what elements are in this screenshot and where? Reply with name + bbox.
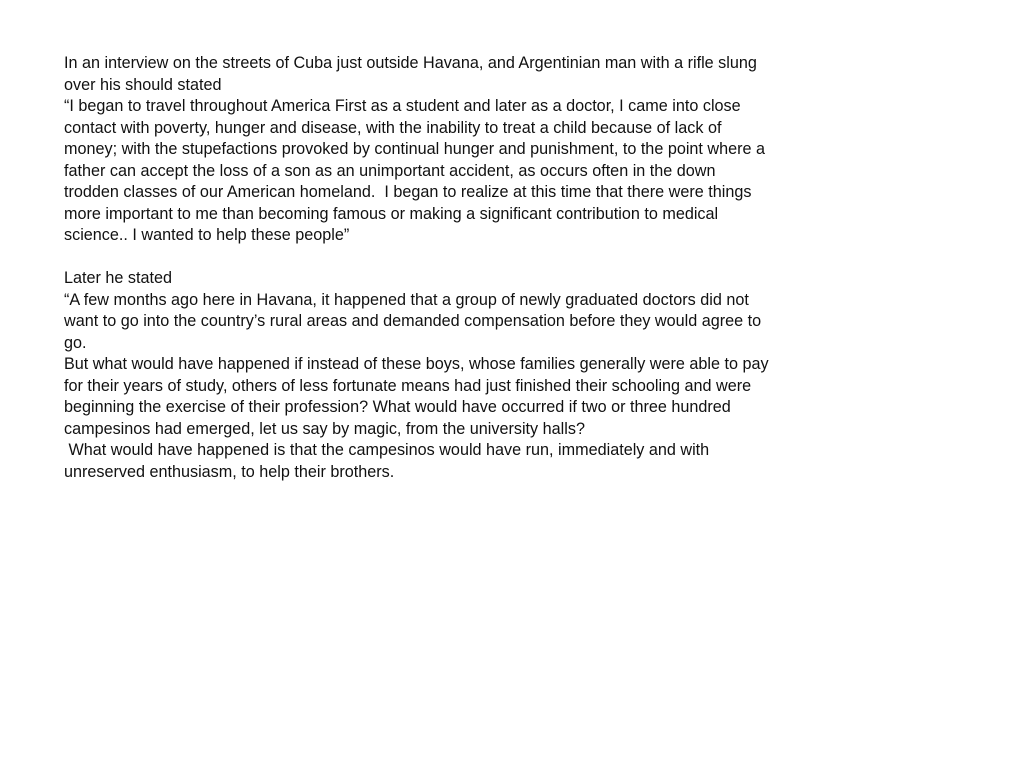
text-line: unreserved enthusiasm, to help their brothers. [64,462,395,481]
text-line: beginning the exercise of their profession? What would have occurred if two or three hundred [64,398,731,416]
text-line: want to go into the country’s rural areas and demanded compensation before they would agree to [64,312,762,330]
text-line: money; with the stupefactions provoked by continual hunger and punishment, to the point where a [64,140,766,158]
text-line: for their years of study, others of less fortunate means had just finished their schooling and were [64,376,752,395]
text-line: father can accept the loss of a son as an unimportant accident, as occurs often in the down [64,161,716,180]
text-line: over his should stated [64,75,222,94]
text-line: go. [64,333,87,352]
text-line: “I began to travel throughout America First as a student and later as a doctor, I came into close [64,97,741,115]
text-line: “A few months ago here in Havana, it happened that a group of newly graduated doctors did not [64,290,749,309]
text-line: science.. I wanted to help these people” [64,226,350,244]
later-statement-paragraph [64,268,1024,483]
text-line: campesinos had emerged, let us say by magic, from the university halls? [64,419,585,438]
text-line: more important to me than becoming famous or making a significant contribution to medical [64,204,719,223]
text-line: trodden classes of our American homeland. I began to realize at this time that there were things [64,183,752,201]
text-line: Later he stated [64,269,172,287]
text-line: contact with poverty, hunger and disease, with the inability to treat a child because of lack of [64,118,722,137]
text-line: What would have happened is that the campesinos would have run, immediately and with [64,441,710,459]
text-line: In an interview on the streets of Cuba just outside Havana, and Argentinian man with a rifle slung [64,54,757,72]
interview-paragraph [64,53,1024,247]
paragraph-spacer [64,247,1024,269]
text-line: But what would have happened if instead of these boys, whose families generally were able to pay [64,355,769,373]
